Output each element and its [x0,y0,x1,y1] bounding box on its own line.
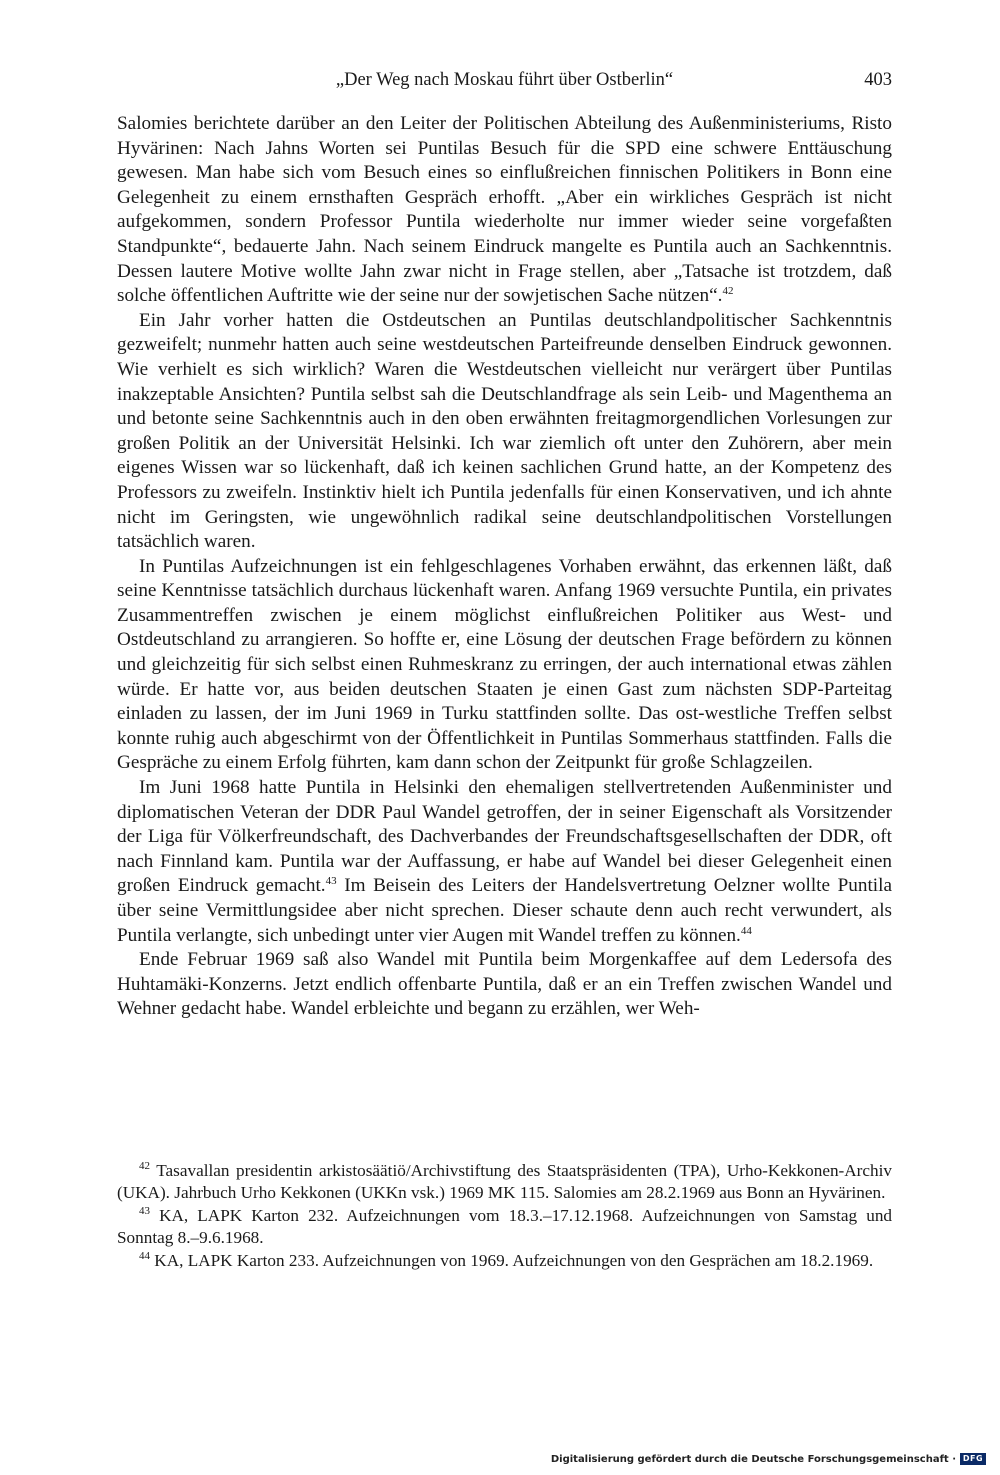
footnotes [117,1160,892,1272]
page-number: 403 [864,70,892,90]
footnote-text: KA, LAPK Karton 233. Aufzeichnungen von 1969. Aufzeichnungen von den Gesprächen am 18.2.1969. [154,1250,874,1270]
footnote-number: 42 [139,1160,150,1172]
footnote-42 [117,1160,892,1205]
paragraph-2 [117,309,892,555]
paragraph-text: Ein Jahr vorher hatten die Ostdeutschen an Puntilas deutschlandpolitischer Sachkenntnis gezweifelt; nunmehr hatten auch seine westdeutschen Parteifreunde denselben Eindruck gewonnen. Wie verhielt es sich wirklich? Waren die Westdeutschen vielleicht nur verärgert über Puntilas inakzeptable Ansichten? Puntila selbst sah die Deutschlandfrage als sein Leib- und Magenthema an und betonte seine Sachkenntnis auch in den oben erwähnten freitagmorgendlichen Vorlesungen zur großen Politik an der Universität Helsinki. Ich war ziemlich oft unter den Zuhörern, aber mein eigenes Wissen war so lückenhaft, daß ich keinen sachlichen Grund hatte, an der Kompetenz des Professors zu zweifeln. Instinktiv hielt ich Puntila jedenfalls für einen Konservativen, und ich ahnte nicht im Geringsten, wie ungewöhnlich radikal seine deutschlandpolitischen Vorstellungen tatsächlich waren. [117,309,892,553]
footnote-43 [117,1205,892,1250]
running-title: „Der Weg nach Moskau führt über Ostberlin“ [335,70,674,90]
dfg-logo-icon: DFG [960,1453,986,1465]
footnote-number: 44 [139,1249,150,1262]
credit-text: Digitalisierung gefördert durch die Deutsche Forschungsgemeinschaft · [550,1453,956,1465]
paragraph-5 [117,948,892,1022]
paragraph-text: In Puntilas Aufzeichnungen ist ein fehlgeschlagenes Vorhaben erwähnt, das erkennen läßt, daß seine Kenntnisse tatsächlich durchaus lückenhaft waren. Anfang 1969 versuchte Puntila, ein privates Zusammentreffen zwischen je einem möglichst einflußreichen Politiker aus West- und Ostdeutschland zu arrangieren. So hoffte er, eine Lösung der deutschen Frage befördern zu können und gleichzeitig für sich selbst einen Ruhmeskranz zu erringen, der auch international etwas zählen würde. Er hatte vor, aus beiden deutschen Staaten je einen Gast zum nächsten SDP-Parteitag einladen zu lassen, der im Juni 1969 in Turku stattfinden sollte. Das ost-westliche Treffen selbst konnte ruhig auch abgeschirmt von der Öffentlichkeit in Puntilas Sommerhaus stattfinden. Falls die Gespräche zu einem Erfolg führten, kam dann schon der Zeitpunkt für große Schlagzeilen. [117,555,892,774]
footnote-ref-42[interactable]: 42 [722,285,734,298]
paragraph-text: Salomies berichtete darüber an den Leiter der Politischen Abteilung des Außenministeriums, Risto Hyvärinen: Nach Jahns Worten sei Puntilas Besuch für die SPD eine schwere Enttäuschung gewesen. Man habe sich vom Besuch eines so einflußreichen finnischen Politikers in Bonn eine Gelegenheit zu einem ernsthaften Gespräch erhofft. „Aber ein wirkliches Gespräch ist nicht aufgekommen, sondern Professor Puntila wiederholte nur immer wieder seine vorgefaßten Standpunkte“, bedauerte Jahn. Nach seinem Eindruck mangelte es Puntila auch an Sachkenntnis. Dessen lautere Motive wollte Jahn zwar nicht in Frage stellen, aber „Tatsache ist trotzdem, daß solche öffentlichen Auftritte wie der seine nur der sowjetischen Sache nützen“. [117,113,892,307]
paragraph-3 [117,555,892,776]
body-text [117,112,892,1022]
paragraph-4 [117,776,892,948]
paragraph-1 [117,112,892,309]
footnote-number: 43 [139,1204,150,1217]
footnote-ref-44[interactable]: 44 [740,924,752,937]
paragraph-text-continued: Im Beisein des Leiters der Handelsvertretung Oelzner wollte Puntila über seine Vermittlungsidee aber nicht sprechen. Dieser schaute denn auch recht verwundert, als Puntila verlangte, sich unbedingt unter vier Augen mit Wandel treffen zu können. [117,875,892,946]
footnote-text: Tasavallan presidentin arkistosäätiö/Archivstiftung des Staatspräsidenten (TPA), Urho-Kekkonen-Archiv (UKA). Jahrbuch Urho Kekkonen (UKKn vsk.) 1969 MK 115. Salomies am 28.2.1969 aus Bonn an Hyvärinen. [117,1161,892,1203]
footnote-text: KA, LAPK Karton 232. Aufzeichnungen vom 18.3.–17.12.1968. Aufzeichnungen von Samstag und Sonntag 8.–9.6.1968. [117,1205,893,1248]
footnote-44 [117,1250,892,1272]
running-head [117,70,892,96]
footnote-ref-43[interactable]: 43 [325,875,337,888]
digitization-credit [551,1452,986,1466]
paragraph-text: Ende Februar 1969 saß also Wandel mit Puntila beim Morgenkaffee auf dem Ledersofa des Huhtamäki-Konzerns. Jetzt endlich offenbarte Puntila, daß er an ein Treffen zwischen Wandel und Wehner gedacht habe. Wandel erbleichte und begann zu erzählen, wer Weh- [117,949,892,1020]
paragraph-text: Im Juni 1968 hatte Puntila in Helsinki den ehemaligen stellvertretenden Außenminister und diplomatischen Veteran der DDR Paul Wandel getroffen, der in seiner Eigenschaft als Vorsitzender der Liga für Völkerfreundschaft, des Dachverbandes der Freundschaftsgesellschaften der DDR, oft nach Finnland kam. Puntila war der Auffassung, er habe auf Wandel bei dieser Gelegenheit einen großen Eindruck gemacht. [117,777,892,897]
